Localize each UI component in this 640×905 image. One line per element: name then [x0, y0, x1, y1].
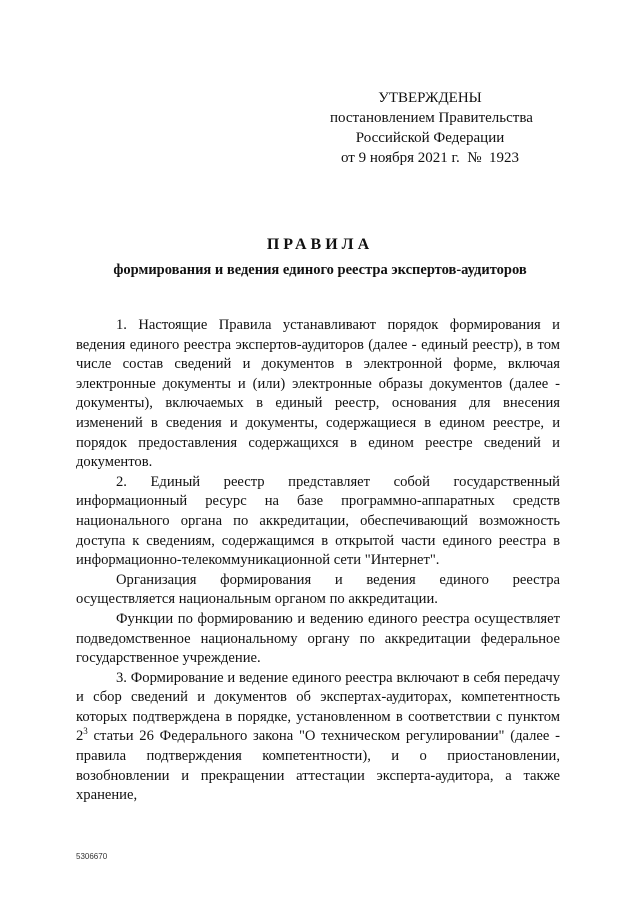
paragraph-1: 1. Настоящие Правила устанавливают порядок формирования и ведения единого реестра экспертов-аудиторов (далее - единый реестр), в том числе состав сведений и документов в электронной форме, включая электронные документы и (или) электронные образы документов (далее - документы), включаемых в единый реестр, основания для внесения изменений в сведения и документы, содержащиеся в едином реестре, и порядок предоставления содержащихся в едином реестре сведений и документов.	[76, 317, 560, 471]
approval-line: постановлением Правительства	[330, 110, 533, 126]
paragraph-2: 2. Единый реестр представляет собой государственный информационный ресурс на базе программно-аппаратных средств национального органа по аккредитации, обеспечивающий возможность доступа к сведениям, содержащимся в открытой части единого реестра в информационно-телекоммуникационной сети "Интернет".	[76, 473, 560, 569]
document-title: ПРАВИЛА	[266, 236, 374, 253]
superscript-marker: 3	[83, 726, 88, 737]
paragraph-5-text: 3. Формирование и ведение единого реестра включают в себя передачу и сбор сведений и документов об экспертах-аудиторах, компетентность которых подтверждена в порядке, установленном в соответствии с пунктом 2	[76, 669, 560, 745]
approval-stamp	[330, 88, 533, 168]
approval-date-number: от 9 ноября 2021 г. № 1923	[340, 150, 520, 166]
approval-line: Российской Федерации	[355, 130, 505, 146]
paragraph-5-text-cont: статьи 26 Федерального закона "О техническом регулировании" (далее - правила подтверждения компетентности), и о приостановлении, возобновлении и прекращении аттестации эксперта-аудитора, а также хранение,	[76, 728, 560, 804]
document-code: 5306670	[76, 852, 108, 861]
document-body	[76, 316, 560, 806]
document-subtitle: формирования и ведения единого реестра экспертов-аудиторов	[113, 262, 527, 278]
paragraph-5	[76, 669, 560, 806]
approval-heading: УТВЕРЖДЕНЫ	[378, 90, 482, 106]
paragraph-4: Функции по формированию и ведению единого реестра осуществляет подведомственное национальному органу по аккредитации федеральное государственное учреждение.	[76, 610, 560, 667]
paragraph-3: Организация формирования и ведения единого реестра осуществляется национальным органом по аккредитации.	[76, 571, 560, 608]
